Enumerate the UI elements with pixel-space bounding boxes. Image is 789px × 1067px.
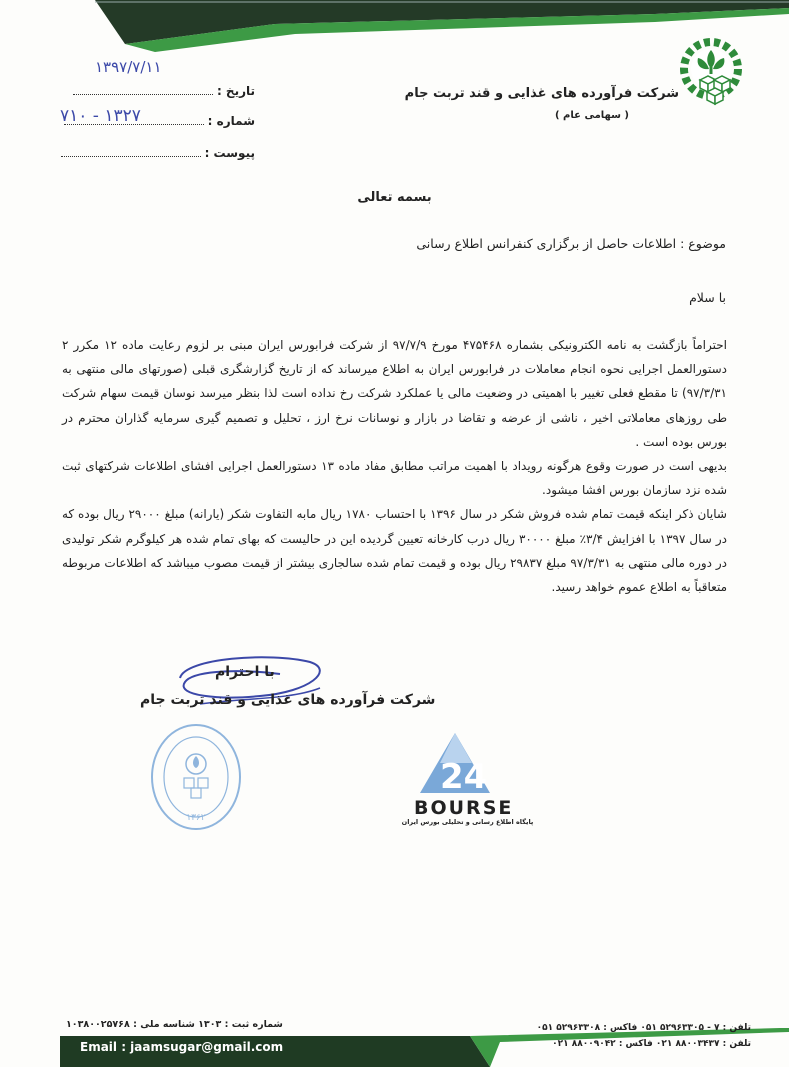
- number-dotted-line: [64, 114, 204, 125]
- number-row: [55, 114, 255, 128]
- date-label: تاریخ :: [216, 84, 255, 98]
- footer-registration: شماره ثبت : ۱۳۰۳ شناسه ملی : ۱۰۳۸۰۰۲۵۷۶۸: [66, 1019, 283, 1030]
- bourse-caption: پایگاه اطلاع رسانی و تحلیلی بورس ایران: [401, 818, 534, 826]
- paragraph-2: بدیهی است در صورت وقوع هرگونه رویداد با اهمیت مراتب مطابق مفاد ماده ۱۳ دستورالعمل اجرایی افشای اطلاعات شرکتهای ثبت شده نزد سازمان بورس افشا میشود.: [62, 459, 727, 498]
- basmala-heading: بسمه تعالی: [357, 190, 432, 205]
- letter-greeting: با سلام: [689, 290, 726, 305]
- svg-text:24: 24: [440, 757, 488, 797]
- paragraph-1: احتراماً بازگشت به نامه الکترونیکی بشماره ۴۷۵۴۶۸ مورخ ۹۷/۷/۹ از شرکت فرابورس ایران مبنی بر لزوم رعایت ماده ۱۲ مکرر ۲ دستورالعمل اجرایی نحوه انجام معاملات در فرابورس ایران به اطلاع میرساند که از تاریخ گزارشگری قبلی (صورتهای مالی منتهی به ۹۷/۳/۳۱) تا مقطع فعلی تغییر با اهمیتی در وضعیت مالی یا عملکرد شرکت رخ نداده است لذا بنظر میرسد نوسان قیمت سهام شرکت طی روزهای معاملاتی اخیر ، ناشی از عرضه و تقاضا در بازار و نوسانات نرخ ارز ، تحلیل و تصمیم گیری سرمایه گذاران محترم در بورس بوده است .: [62, 338, 727, 449]
- company-logo: [676, 36, 746, 112]
- footer-phone-line-1: تلفن : ۷ - ۵۲۹۶۳۳۰۵ ۰۵۱ فاکس : ۵۲۹۶۳۳۰۸ ۰۵۱: [536, 1023, 751, 1033]
- company-seal: [150, 722, 242, 832]
- date-dotted-line: [73, 84, 213, 95]
- footer-phone-line-2: تلفن : ۸۸۰۰۳۴۳۷ ۰۲۱ فاکس : ۸۸۰۰۹۰۴۲ ۰۲۱: [552, 1039, 751, 1049]
- letter-body: [62, 333, 727, 599]
- attachment-label: پیوست :: [204, 146, 255, 160]
- date-row: [55, 84, 255, 98]
- seal-year: ۱۳۶۲: [186, 813, 206, 823]
- attachment-dotted-line: [61, 146, 201, 157]
- number-handwritten: ۷۱۰ - ۱۳۲۷: [60, 106, 141, 126]
- letter-subject: موضوع : اطلاعات حاصل از برگزاری کنفرانس اطلاع رسانی: [416, 236, 726, 251]
- company-type: ( سهامی عام ): [555, 110, 629, 121]
- paragraph-3: شایان ذکر اینکه قیمت تمام شده فروش شکر در سال ۱۳۹۶ با احتساب ۱۷۸۰ ریال مابه التفاوت شکر (یارانه) مبلغ ۲۹۰۰۰ ریال بوده که در سال ۱۳۹۷ با افزایش ۳/۴٪ مبلغ ۳۰۰۰۰ ریال درب کارخانه تعیین گردیده این در حالیست که بهای تمام شده هر کیلوگرم شکر تولیدی در دوره مالی منتهی به ۹۷/۳/۳۱ مبلغ ۲۹۸۳۷ ریال بوده و قیمت تمام شده سالجاری بیشتر از قیمت مصوب میباشد که اطلاعات مربوطه متعاقباً به اطلاع عموم خواهد رسید.: [62, 507, 728, 595]
- closing-regards: با احترام: [215, 664, 275, 680]
- date-handwritten: ۱۳۹۷/۷/۱۱: [95, 58, 162, 76]
- bourse-watermark-logo: [410, 728, 536, 828]
- number-label: شماره :: [207, 114, 255, 128]
- bourse-brand-text: BOURSE: [414, 797, 514, 819]
- footer-email: Email : jaamsugar@gmail.com: [80, 1040, 284, 1054]
- attachment-row: [55, 146, 255, 160]
- signature-company-name: شرکت فرآورده های غذایی و قند تربت جام: [140, 692, 436, 708]
- company-name: شرکت فرآورده های غذایی و قند تربت جام: [404, 86, 679, 101]
